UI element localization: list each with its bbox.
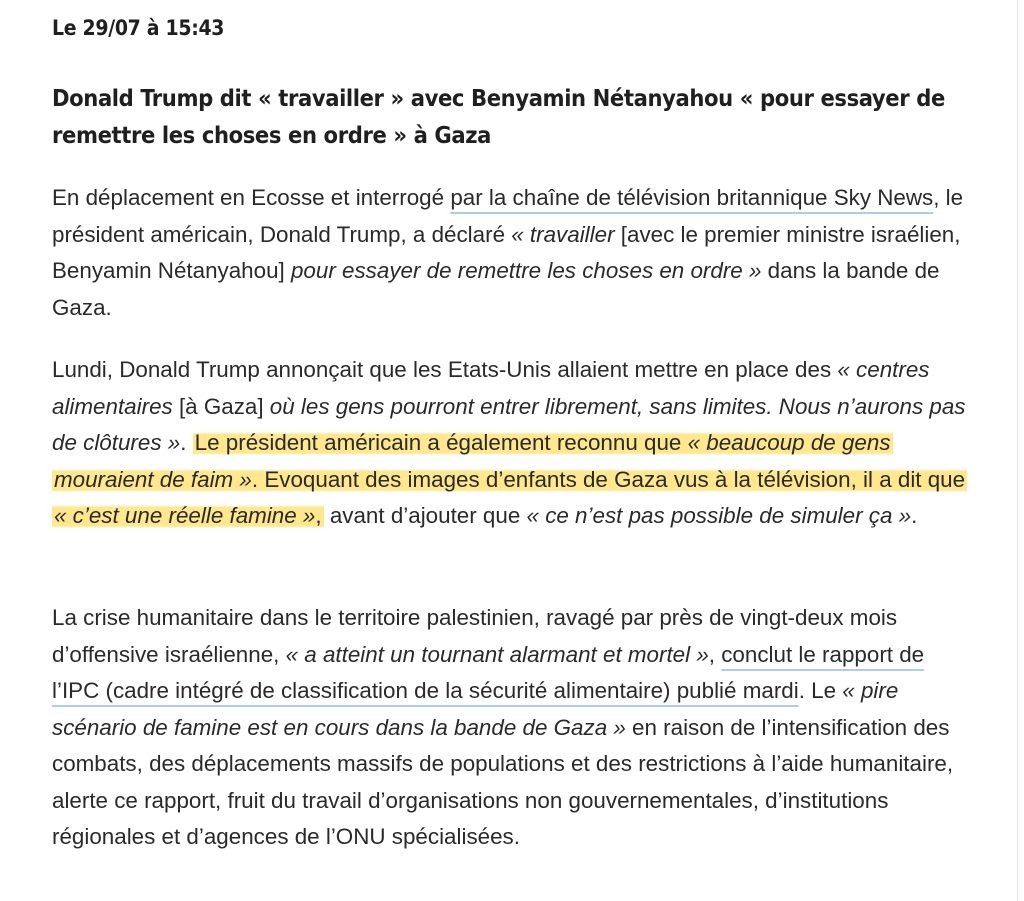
text-span: en raison de l’intensification des combats, des déplacements massifs de populations et des restrictions à l’aide humanitaire, alerte ce rapport, fruit du travail d’organisations non gouvernementales, d’institutions régionales et d’agences de l’ONU spécialisées.: [52, 714, 954, 849]
quote: « pire scénario de famine est en cours dans la bande de Gaza »: [52, 678, 899, 740]
highlighted-quote: « beaucoup de gens mouraient de faim »: [54, 430, 891, 492]
highlighted-text: ,: [315, 503, 322, 528]
text-span: .: [911, 503, 918, 528]
text-span: Lundi, Donald Trump annonçait que les Etats-Unis allaient mettre en place des: [52, 357, 838, 382]
text-span: ,: [708, 641, 722, 667]
text-span: .: [180, 430, 193, 455]
highlighted-quote: « c’est une réelle famine »: [54, 503, 316, 528]
text-span: dans la bande de Gaza.: [52, 258, 940, 320]
paragraph-1: [52, 180, 972, 326]
paragraph-3: [52, 600, 972, 856]
post-timestamp: Le 29/07 à 15:43: [52, 16, 225, 40]
quote: « a atteint un tournant alarmant et mortel »: [285, 641, 709, 667]
paragraph-2: [52, 352, 972, 535]
post-headline: Donald Trump dit « travailler » avec Benyamin Nétanyahou « pour essayer de remettre les choses en ordre » à Gaza: [52, 84, 945, 149]
page-edge-rule: [1017, 0, 1018, 901]
quote: où les gens pourront entrer librement, sans limites. Nous n’aurons pas de clôtures »: [52, 393, 966, 455]
quote: « centres alimentaires: [52, 357, 930, 419]
text-span: avant d’ajouter que: [323, 503, 527, 528]
quote: pour essayer de remettre les choses en ordre »: [290, 258, 762, 283]
text-span: En déplacement en Ecosse et interrogé: [52, 185, 451, 210]
text-span: La crise humanitaire dans le territoire palestinien, ravagé par près de vingt-deux mois d’offensive israélienne,: [52, 605, 898, 667]
text-span: [avec le premier ministre israélien, Benyamin Nétanyahou]: [52, 221, 961, 283]
text-span: . Le: [798, 678, 843, 703]
text-span: , le président américain, Donald Trump, a déclaré: [52, 185, 964, 247]
highlighted-text: . Evoquant des images d’enfants de Gaza vus à la télévision, il a dit que: [251, 466, 966, 492]
highlighted-text: Le président américain a également reconnu que: [194, 430, 688, 455]
sky-news-link[interactable]: par la chaîne de télévision britannique Sky News: [450, 185, 934, 210]
text-span: [à Gaza]: [178, 393, 270, 419]
quote: « travailler: [511, 221, 621, 247]
quote: « ce n’est pas possible de simuler ça »: [526, 503, 912, 528]
ipc-report-link[interactable]: conclut le rapport de l’IPC (cadre intégré de classification de la sécurité alimentaire) publié mardi: [52, 641, 925, 703]
